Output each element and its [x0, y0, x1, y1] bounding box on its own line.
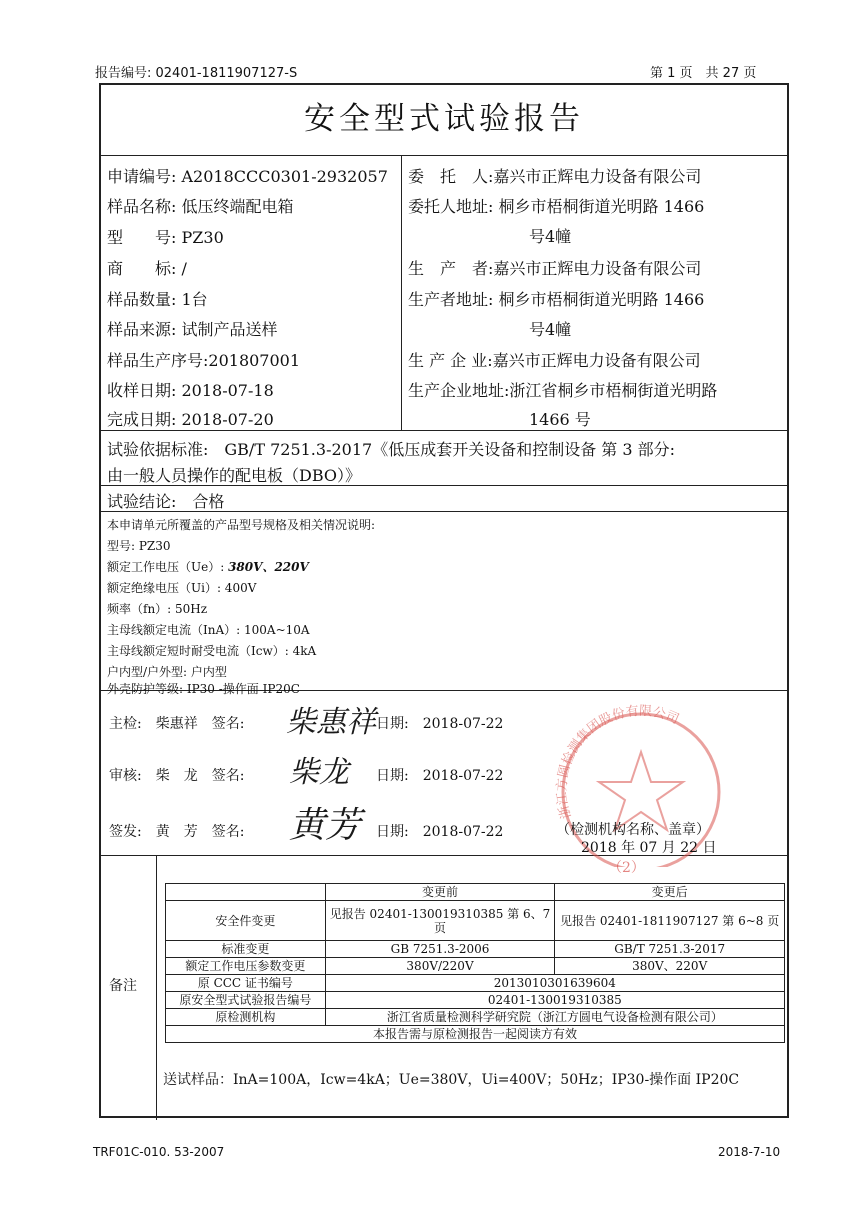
table-cell: 380V、220V: [555, 958, 785, 975]
test-conclusion: 试验结论: 合格: [107, 492, 225, 511]
table-cell: 2013010301639604: [325, 975, 784, 992]
report-number: 报告编号: 02401-1811907127-S: [95, 66, 298, 81]
model-number: 型 号: PZ30: [107, 228, 224, 247]
chief-inspector-date: 日期: 2018-07-22: [376, 716, 504, 732]
approver-date: 日期: 2018-07-22: [376, 824, 504, 840]
table-cell: 原安全型式试验报告编号: [166, 992, 326, 1009]
producer-address: 生产者地址: 桐乡市梧桐街道光明路 1466: [408, 290, 705, 309]
table-cell: 原检测机构: [166, 1009, 326, 1026]
table-cell: GB 7251.3-2006: [325, 941, 555, 958]
table-cell: 浙江省质量检测科学研究院（浙江方圆电气设备检测有限公司）: [325, 1009, 784, 1026]
sample-name: 样品名称: 低压终端配电箱: [107, 197, 294, 216]
client-address-cont: 号4幢: [529, 227, 572, 246]
page-indicator: 第 1 页 共 27 页: [650, 66, 757, 81]
factory: 生 产 企 业:嘉兴市正辉电力设备有限公司: [408, 351, 701, 370]
spec-short-time-current: 主母线额定短时耐受电流（Icw）: 4kA: [107, 644, 317, 658]
application-number: 申请编号: A2018CCC0301-2932057: [107, 167, 388, 186]
spec-insulation-voltage: 额定绝缘电压（Ui）: 400V: [107, 581, 257, 595]
approver-signature: 黄芳: [289, 805, 362, 846]
reviewer-date: 日期: 2018-07-22: [376, 768, 504, 784]
sample-source: 样品来源: 试制产品送样: [107, 320, 278, 339]
reviewer-signature: 柴龙: [289, 755, 349, 790]
spec-rated-voltage: 额定工作电压（Ue）: 380V、220V: [107, 560, 309, 574]
spec-ip-rating: 外壳防护等级: IP30 -操作面 IP20C: [107, 682, 300, 696]
change-table: [165, 883, 785, 1043]
seal-number: （2）: [608, 860, 645, 876]
svg-text:浙江方圆检测集团股份有限公司: [555, 704, 681, 821]
table-cell: GB/T 7251.3-2017: [555, 941, 785, 958]
producer-address-cont: 号4幢: [529, 320, 572, 339]
table-header: 变更后: [555, 884, 785, 901]
table-cell: 02401-130019310385: [325, 992, 784, 1009]
sample-serial: 样品生产序号:201807001: [107, 351, 301, 370]
test-samples-summary: 送试样品：InA=100A，Icw=4kA；Ue=380V，Ui=400V；50Hz；IP30-操作面 IP20C: [163, 1072, 740, 1088]
table-cell: 额定工作电压参数变更: [166, 958, 326, 975]
table-cell: 见报告 02401-130019310385 第 6、7 页: [325, 901, 555, 941]
client: 委 托 人:嘉兴市正辉电力设备有限公司: [408, 167, 702, 186]
spec-model: 型号: PZ30: [107, 539, 171, 553]
test-standard-line2: 由一般人员操作的配电板（DBO）》: [107, 466, 362, 485]
chief-inspector-row: 主检: 柴惠祥 签名:: [109, 716, 245, 732]
table-note: 本报告需与原检测报告一起阅读方有效: [166, 1026, 785, 1043]
seal-text: 浙江方圆检测集团股份有限公司: [554, 703, 682, 821]
table-cell: 原 CCC 证书编号: [166, 975, 326, 992]
spec-frequency: 频率（fn）: 50Hz: [107, 602, 208, 616]
trademark: 商 标: /: [107, 259, 187, 278]
seal-caption: （检测机构名称、盖章）: [556, 822, 710, 838]
table-cell: 安全件变更: [166, 901, 326, 941]
producer: 生 产 者:嘉兴市正辉电力设备有限公司: [408, 259, 702, 278]
table-cell: 380V/220V: [325, 958, 555, 975]
table-cell: 标准变更: [166, 941, 326, 958]
form-number: TRF01C-010. 53-2007: [93, 1145, 225, 1159]
client-address: 委托人地址: 桐乡市梧桐街道光明路 1466: [408, 197, 705, 216]
table-cell: 见报告 02401-1811907127 第 6~8 页: [555, 901, 785, 941]
table-header: [166, 884, 326, 901]
reviewer-row: 审核: 柴 龙 签名:: [109, 768, 245, 784]
spec-indoor-outdoor: 户内型/户外型: 户内型: [107, 665, 227, 679]
received-date: 收样日期: 2018-07-18: [107, 381, 274, 400]
spec-busbar-current: 主母线额定电流（InA）: 100A~10A: [107, 623, 310, 637]
completed-date: 完成日期: 2018-07-20: [107, 410, 274, 429]
remarks-label: 备注: [109, 978, 137, 994]
table-header: 变更前: [325, 884, 555, 901]
approver-row: 签发: 黄 芳 签名:: [109, 824, 245, 840]
chief-inspector-signature: 柴惠祥: [286, 705, 376, 740]
factory-address: 生产企业地址:浙江省桐乡市梧桐街道光明路: [408, 381, 718, 400]
factory-address-cont: 1466 号: [529, 410, 591, 429]
form-date: 2018-7-10: [718, 1145, 781, 1159]
test-standard-line1: 试验依据标准: GB/T 7251.3-2017《低压成套开关设备和控制设备 第 3 部分:: [107, 440, 676, 459]
sample-quantity: 样品数量: 1台: [107, 290, 208, 309]
specs-intro: 本申请单元所覆盖的产品型号规格及相关情况说明:: [107, 518, 376, 532]
report-title: 安全型式试验报告: [304, 101, 584, 137]
seal-date: 2018 年 07 月 22 日: [581, 840, 717, 856]
